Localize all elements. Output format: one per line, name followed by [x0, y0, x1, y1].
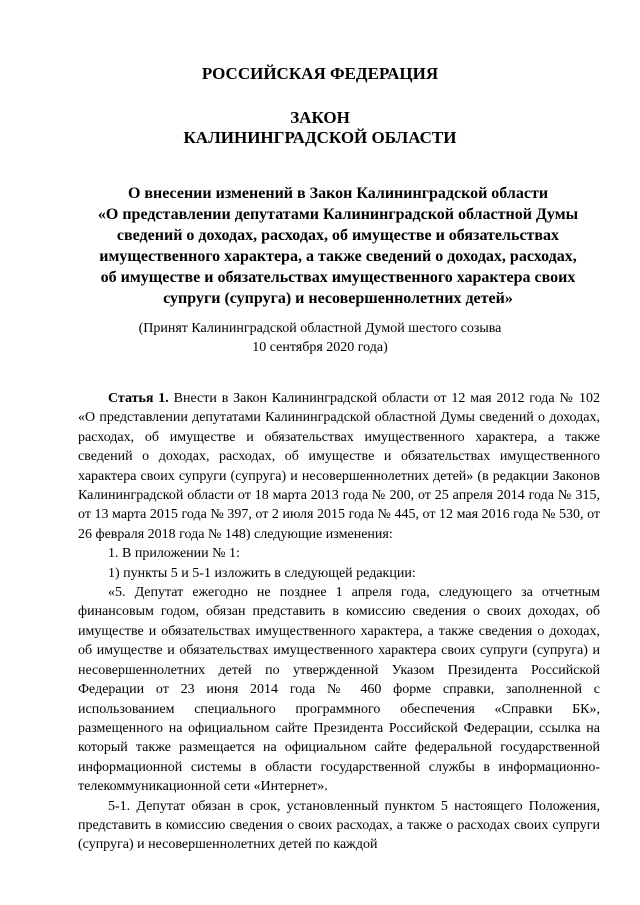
paragraph-5-1: 5-1. Депутат обязан в срок, установленный пунктом 5 настоящего Положения, представить в комиссию сведения о своих расходах, а также о расходах своих супруги (супруга) и несовершеннолетних детей по каждой: [78, 798, 600, 853]
law-title-line: «О представлении депутатами Калининградской областной Думы: [97, 206, 579, 223]
law-heading-line2: КАЛИНИНГРАДСКОЙ ОБЛАСТИ: [183, 128, 457, 147]
law-title-line: имущественного характера, а также сведений о доходах, расходах,: [99, 248, 577, 265]
law-heading: [0, 108, 640, 148]
country-heading: РОССИЙСКАЯ ФЕДЕРАЦИЯ: [201, 64, 439, 83]
article-1-text: Внести в Закон Калининградской области от 12 мая 2012 года № 102 «О представлении депутатами Калининградской областной Думы сведений о доходах, расходах, об имуществе и обязательствах имущественного характера, а также сведений о доходах, расходах, об имуществе и обязательствах имущественного характера своих супруги (супруга) и несовершеннолетних детей» (в редакции Законов Калининградской области от 18 марта 2013 года № 200, от 25 апреля 2014 года № 315, от 13 марта 2015 года № 397, от 2 июля 2015 года № 445, от 12 мая 2016 года № 530, от 26 февраля 2018 года № 148) следующие изменения:: [78, 391, 601, 542]
law-title: [78, 183, 598, 309]
adoption-note-line1: (Принят Калининградской областной Думой шестого созыва: [138, 321, 502, 336]
law-title-line: супруги (супруга) и несовершеннолетних детей»: [163, 290, 513, 307]
article-1-paragraph: [78, 389, 600, 544]
item-1: 1. В приложении № 1:: [108, 546, 240, 562]
law-title-line: О внесении изменений в Закон Калининградской области: [127, 185, 549, 202]
law-heading-line1: ЗАКОН: [290, 108, 350, 127]
subitem-1: 1) пункты 5 и 5-1 изложить в следующей редакции:: [108, 565, 416, 581]
adoption-note: [0, 319, 640, 357]
paragraph-5: «5. Депутат ежегодно не позднее 1 апреля года, следующего за отчетным финансовым годом, обязан представить в комиссию сведения о своих доходах, об имуществе и обязательствах имущественного характера, а также сведения о доходах, об имуществе и обязательствах имущественного характера своих супруги (супруга) и несовершеннолетних детей по утвержденной Указом Президента Российской Федерации от 23 июня 2014 года № 460 форме справки, заполненной с использованием специального программного обеспечения «Справки БК», размещенного на официальном сайте Президента Российской Федерации, ссылка на который также размещается на официальном сайте федеральной государственной информационной системы в области государственной службы в информационно-телекоммуникационной сети «Интернет».: [78, 585, 600, 795]
document-body: [78, 389, 600, 855]
law-title-line: об имуществе и обязательствах имущественного характера своих: [100, 269, 576, 286]
adoption-note-line2: 10 сентября 2020 года): [252, 340, 388, 355]
law-title-line: сведений о доходах, расходах, об имуществе и обязательствах: [116, 227, 560, 244]
article-1-label: Статья 1.: [108, 391, 169, 406]
